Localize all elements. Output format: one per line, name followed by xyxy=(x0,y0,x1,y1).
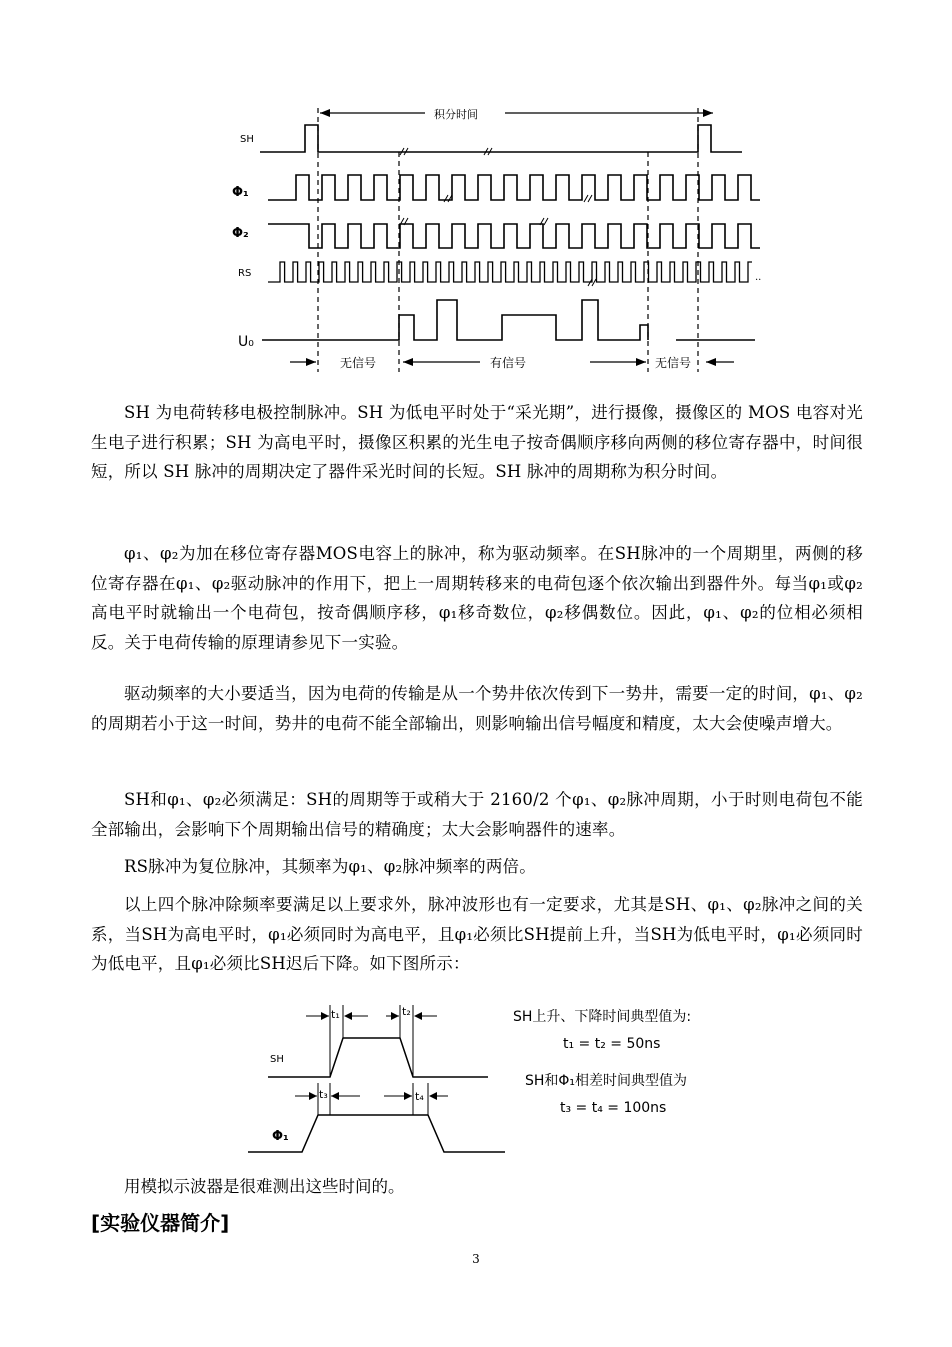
phase-difference-note: SH和Φ₁相差时间典型值为 xyxy=(525,1073,688,1089)
timing-diagram-svg xyxy=(230,100,775,380)
sh-pulse xyxy=(268,1038,488,1077)
timing-diagram xyxy=(230,100,775,380)
no-signal-left-label: 无信号 xyxy=(340,356,377,370)
sh-waveform xyxy=(260,125,742,152)
sh-phi1-timing-figure xyxy=(245,995,510,1160)
u0-waveform xyxy=(262,300,755,340)
integration-time-label: 积分时间 xyxy=(434,108,478,121)
oscilloscope-remark: 用模拟示波器是很难测出这些时间的。 xyxy=(124,1177,405,1196)
phi2-signal-label: Φ₂ xyxy=(232,226,249,241)
rs-signal-label: RS xyxy=(238,268,252,279)
t4-label: t₄ xyxy=(415,1090,424,1103)
continuation-dots: .. xyxy=(755,272,762,283)
paragraph-sh-description: SH 为电荷转移电极控制脉冲。SH 为低电平时处于“采光期”，进行摄像，摄像区的 MOS 电容对光生电子进行积累；SH 为高电平时，摄像区积累的光生电子按奇偶顺序移向两侧的移位寄存器中，时间很短，所以 SH 脉冲的周期决定了器件采光时间的长短。SH 脉冲的周期称为积分时间。 xyxy=(91,403,863,481)
paragraph-sh-period: SH和φ₁、φ₂必须满足：SH的周期等于或稍大于 2160/2 个φ₁、φ₂脉冲周期，小于时则电荷包不能全部输出，会影响下个周期输出信号的精确度；太大会影响器件的速率。 xyxy=(91,790,863,839)
paragraph-frequency-size: 驱动频率的大小要适当，因为电荷的传输是从一个势井依次传到下一势井，需要一定的时间，φ₁、φ₂的周期若小于这一时间，势井的电荷不能全部输出，则影响输出信号幅度和精度，太大会使噪声增大。 xyxy=(91,684,863,733)
paragraph-rs-pulse: RS脉冲为复位脉冲，其频率为φ₁、φ₂脉冲频率的两倍。 xyxy=(124,857,536,876)
phase-difference-value: t₃ = t₄ = 100ns xyxy=(560,1100,667,1116)
rs-waveform xyxy=(268,262,752,282)
has-signal-label: 有信号 xyxy=(490,356,527,370)
section-heading: [实验仪器简介] xyxy=(91,1211,230,1235)
sh-signal-label: SH xyxy=(240,134,254,145)
phi1-waveform xyxy=(268,175,760,200)
sh-phi1-timing-svg xyxy=(245,995,510,1160)
fig2-sh-label: SH xyxy=(270,1054,284,1065)
u0-signal-label: U₀ xyxy=(238,334,254,350)
t3-label: t₃ xyxy=(319,1088,328,1101)
t2-label: t₂ xyxy=(402,1005,411,1018)
rise-fall-time-value: t₁ = t₂ = 50ns xyxy=(563,1036,661,1052)
t1-label: t₁ xyxy=(331,1008,340,1021)
phi1-signal-label: Φ₁ xyxy=(232,185,249,200)
phi2-waveform xyxy=(268,224,760,248)
paragraph-drive-frequency: φ₁、φ₂为加在移位寄存器MOS电容上的脉冲，称为驱动频率。在SH脉冲的一个周期里，两侧的移位寄存器在φ₁、φ₂驱动脉冲的作用下，把上一周期转移来的电荷包逐个依次输出到器件外。每当φ₁或φ₂高电平时就输出一个电荷包，按奇偶顺序移，φ₁移奇数位，φ₂移偶数位。因此，φ₁、φ₂的位相必须相反。关于电荷传输的原理请参见下一实验。 xyxy=(91,544,863,652)
rise-fall-time-note: SH上升、下降时间典型值为: xyxy=(513,1009,692,1025)
page-number: 3 xyxy=(472,1252,480,1266)
no-signal-right-label: 无信号 xyxy=(655,356,692,370)
paragraph-pulse-relation: 以上四个脉冲除频率要满足以上要求外，脉冲波形也有一定要求，尤其是SH、φ₁、φ₂脉冲之间的关系，当SH为高电平时，φ₁必须同时为高电平，且φ₁必须比SH提前上升，当SH为低电平时，φ₁必须同时为低电平，且φ₁必须比SH迟后下降。如下图所示： xyxy=(91,895,863,973)
fig2-phi1-label: Φ₁ xyxy=(272,1129,289,1144)
